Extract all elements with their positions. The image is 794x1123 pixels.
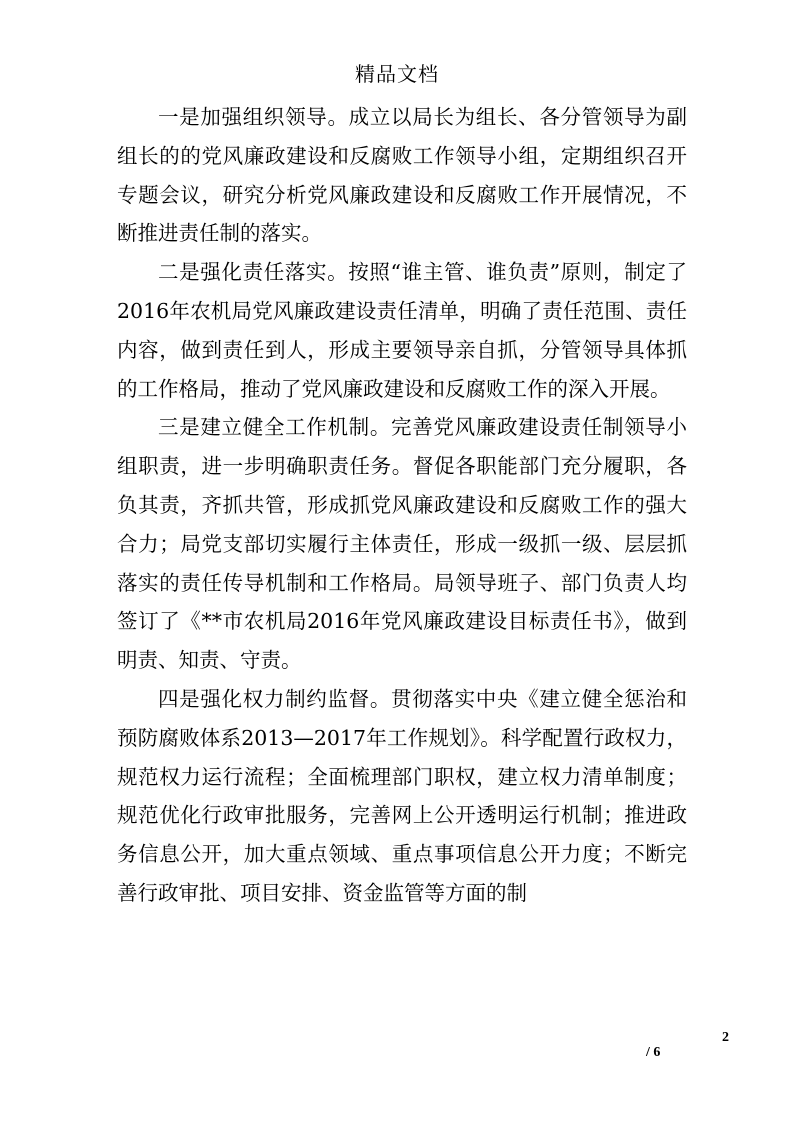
document-body: [117, 98, 687, 913]
paragraph-4: 四是强化权力制约监督。贯彻落实中央《建立健全惩治和预防腐败体系2013—2017年工作规划》。科学配置行政权力，规范权力运行流程；全面梳理部门职权，建立权力清单制度；规范优化行政审批服务，完善网上公开透明运行机制；推进政务信息公开，加大重点领域、重点事项信息公开力度；不断完善行政审批、项目安排、资金监管等方面的制: [117, 686, 687, 905]
paragraph-3: 三是建立健全工作机制。完善党风廉政建设责任制领导小组职责，进一步明确职责任务。督促各职能部门充分履职，各负其责，齐抓共管，形成抓党风廉政建设和反腐败工作的强大合力；局党支部切实履行主体责任，形成一级抓一级、层层抓落实的责任传导机制和工作格局。局领导班子、部门负责人均签订了《**市农机局2016年党风廉政建设目标责任书》，做到明责、知责、守责。: [117, 415, 687, 673]
paragraph-2: 二是强化责任落实。按照“谁主管、谁负责”原则，制定了2016年农机局党风廉政建设责任清单，明确了责任范围、责任内容，做到责任到人，形成主要领导亲自抓，分管领导具体抓的工作格局，推动了党风廉政建设和反腐败工作的深入开展。: [117, 260, 687, 401]
paragraph-1: 一是加强组织领导。成立以局长为组长、各分管领导为副组长的的党风廉政建设和反腐败工作领导小组，定期组织召开专题会议，研究分析党风廉政建设和反腐败工作开展情况，不断推进责任制的落实。: [117, 105, 687, 246]
page-total: / 6: [646, 1045, 661, 1060]
page-header-title: 精品文档: [355, 62, 439, 86]
page-number: 2: [722, 1030, 729, 1045]
